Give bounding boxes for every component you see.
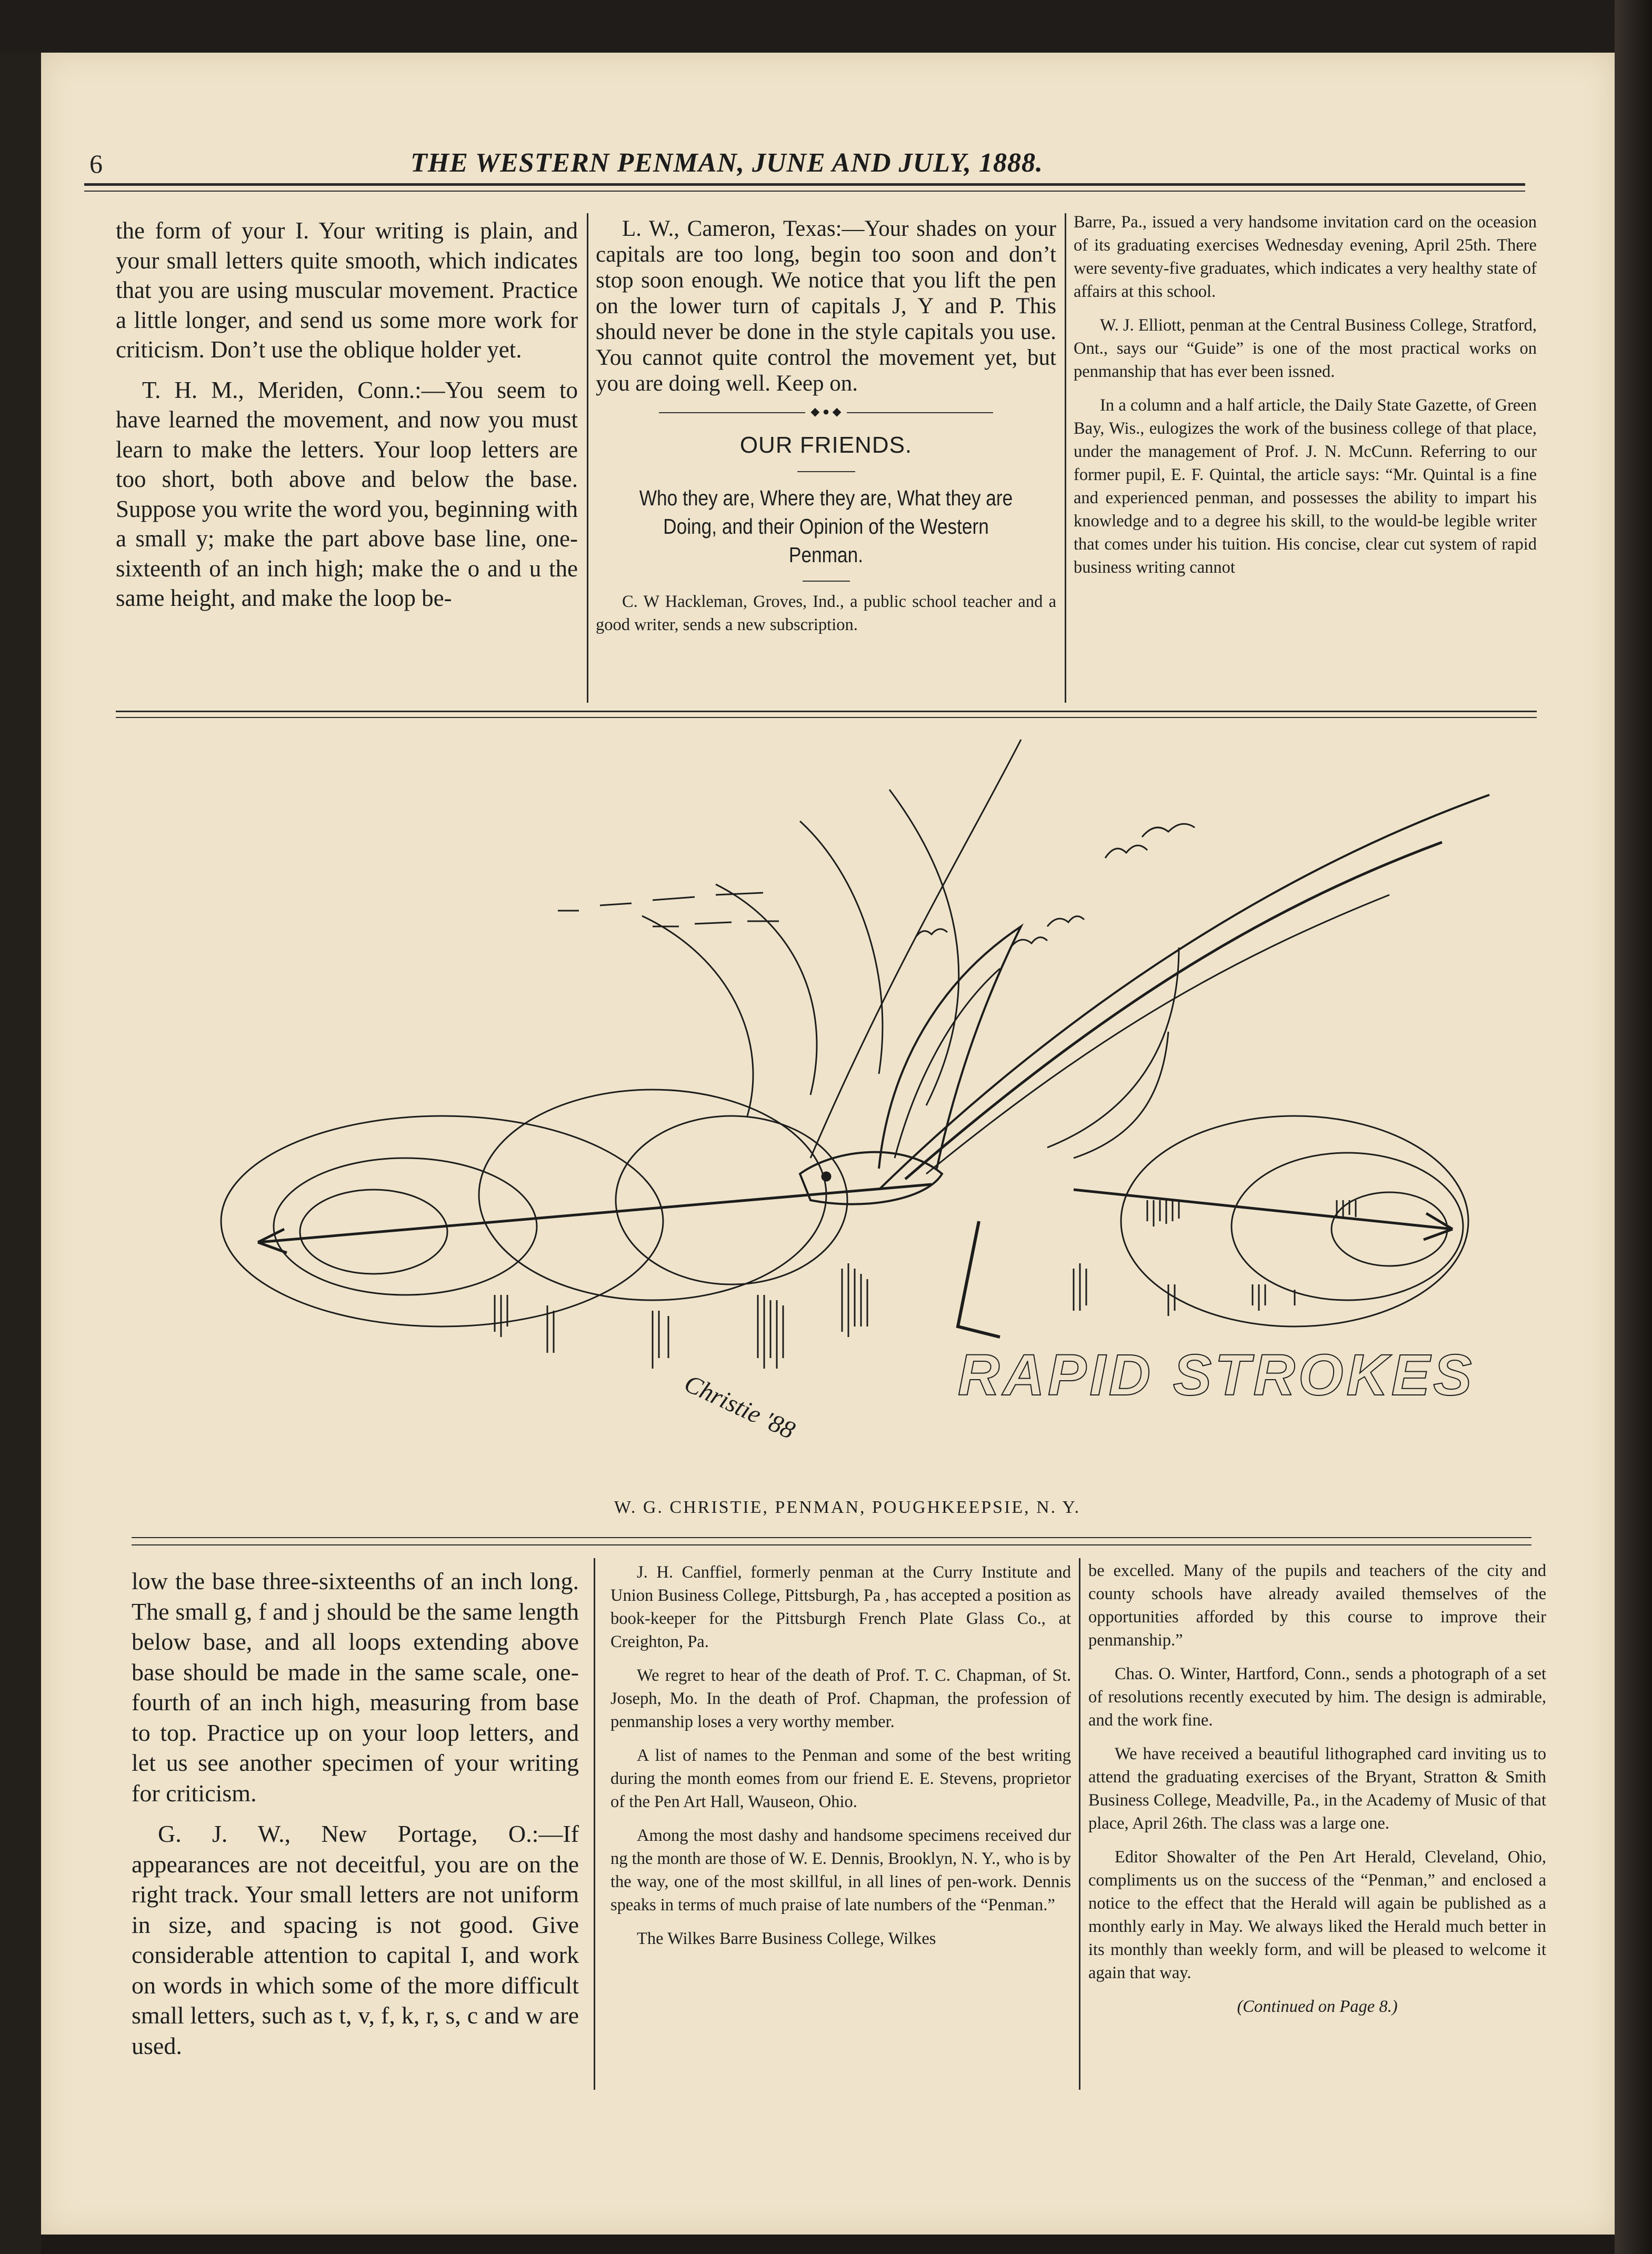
section-rule-bottom xyxy=(132,1537,1531,1538)
section-rule-top-2 xyxy=(116,717,1537,718)
eagle-eye xyxy=(822,1172,830,1181)
arrow-shaft xyxy=(1074,1190,1453,1229)
paragraph: low the base three-sixteenths of an inch long. The small g, f and j should be the same length below base, and all loops extending above base should be made in the same scale, one-fourth of an inch high, measuring from base to top. Practice up on your loop letters, and let us see another specimen of your writing for criticism. xyxy=(132,1568,579,1807)
paragraph: A list of names to the Penman and some of the best writing during the month eomes from our friend E. E. Stevens, proprietor of the Pen Art Hall, Wauseon, Ohio. xyxy=(610,1746,1071,1811)
illustration-caption: W. G. CHRISTIE, PENMAN, POUGHKEEPSIE, N. Y. xyxy=(614,1498,1081,1517)
scan-background-top xyxy=(0,0,1615,53)
paragraph: In a column and a half article, the Daily State Gazette, of Green Bay, Wis., eulogizes the work of the business college of that place, under the management of Prof. J. N. McCunn. Referring to our former pupil, E. F. Quintal, the article says: “Mr. Quintal is a fine and experienced penman, and possesses the ability to impart his knowledge and to a degree his skill, to the would-be legible writer that comes under his tuition. His concise, clear cut system of rapid business writing cannot xyxy=(1074,396,1537,577)
paragraph: Editor Showalter of the Pen Art Herald, Cleveland, Ohio, compliments us on the success of the “Penman,” and enclosed a notice to the effect that the Herald will again be published as a monthly early in May. We always liked the Herald much better in its monthly than weekly form, and will be pleased to welcome it again that way. xyxy=(1088,1848,1546,1982)
paragraph: Barre, Pa., issued a very handsome invitation card on the oceasion of its graduating exercises Wednesday evening, April 25th. There were seventy-five graduates, which indicates a very healthy state of affairs at this school. xyxy=(1074,213,1537,301)
paragraph: The Wilkes Barre Business College, Wilkes xyxy=(637,1929,936,1948)
running-header: THE WESTERN PENMAN, JUNE AND JULY, 1888. xyxy=(411,148,1043,178)
heading-rule xyxy=(797,471,855,472)
subheading-rule xyxy=(803,581,850,582)
paragraph: the form of your I. Your writing is plain, and your small letters quite smooth, which indicates that you are using muscular movement. Practice a little longer, and send us some more work for criticism. Don’t use the oblique holder yet. xyxy=(116,217,578,363)
column-divider xyxy=(1065,213,1066,703)
flourish-arc xyxy=(905,842,1442,1179)
artist-signature: Christie '88 xyxy=(680,1369,799,1445)
paragraph-reply-lw: L. W., Cameron, Texas:—Your shades on your capitals are too long, begin too soon and don’t stop soon enough. We notice that you lift the pen on the lower turn of capitals J, Y and P. This should never be done in the style capitals you use. You cannot quite control the movement yet, but you are doing well. Keep on. xyxy=(596,216,1056,396)
bottom-column-1 xyxy=(132,1566,579,2061)
rapid-strokes-lettering: RAPID STROKES xyxy=(958,1343,1475,1408)
bottom-column-3 xyxy=(1088,1559,1546,2018)
paragraph: be excelled. Many of the pupils and teachers of the city and county schools have already availed themselves of the opportunities afforded by this course to improve their penmanship.” xyxy=(1088,1561,1546,1650)
flourish-arc xyxy=(716,884,817,1095)
paragraph: Chas. O. Winter, Hartford, Conn., sends a photograph of a set of resolutions recently executed by him. The design is admirable, and the work fine. xyxy=(1088,1664,1546,1730)
top-column-2 xyxy=(596,216,1056,636)
paragraph: W. J. Elliott, penman at the Central Business College, Stratford, Ont., says our “Guide” is one of the most practical works on penmanship that has ever been issned. xyxy=(1074,316,1537,381)
top-column-1 xyxy=(116,216,578,613)
paragraph-reply-gjw: G. J. W., New Portage, O.:—If appearances are not deceitful, you are on the right track. Your small letters are not uniform in size, and spacing is not good. Give considerable attention to capital I, and work on words in which some of the more difficult small letters, such as t, v, f, k, r, s, c and w are used. xyxy=(132,1820,579,2059)
column-divider xyxy=(587,213,588,703)
paragraph-hackleman: C. W Hackleman, Groves, Ind., a public school teacher and a good writer, sends a new subscription. xyxy=(596,592,1056,634)
section-heading: OUR FRIENDS. xyxy=(739,432,913,458)
arrow-shaft xyxy=(258,1184,932,1242)
bird-icon xyxy=(1047,916,1084,926)
top-column-3 xyxy=(1074,211,1537,579)
bird-icon xyxy=(916,929,947,937)
sky-dash xyxy=(558,893,763,911)
paragraph: J. H. Canffiel, formerly penman at the Curry Institute and Union Business College, Pittsburgh, Pa , has accepted a position as book-keeper for the Pittsburgh French Plate Glass Co., at Creighton, Pa. xyxy=(610,1563,1071,1651)
flourish-arc xyxy=(1074,1032,1168,1158)
bottom-column-2 xyxy=(610,1561,1071,1950)
header-rule-thick xyxy=(84,183,1525,186)
flourish-ellipse xyxy=(274,1158,537,1295)
eagle-wing xyxy=(895,969,1000,1158)
ornament-divider xyxy=(596,405,1056,421)
header-rule-thin xyxy=(84,191,1525,192)
flourish-arc xyxy=(800,821,883,1074)
paragraph-reply-thm: T. H. M., Meriden, Conn.:—You seem to have learned the movement, and now you must learn to make the letters. Your loop letters are too short, both above and below the base. Suppose you write the word you, beginning with a small y; make the part above base line, one-sixteenth of an inch high; make the o and u the same height, and make the loop be- xyxy=(116,376,578,611)
column-divider xyxy=(1079,1558,1080,2090)
eagle-body xyxy=(800,1152,942,1204)
eagle-wing xyxy=(879,926,1021,1169)
book-spine xyxy=(1615,0,1652,2254)
paragraph: We regret to hear of the death of Prof. T. C. Chapman, of St. Joseph, Mo. In the death of Prof. Chapman, the profession of penmanship loses a very worthy member. xyxy=(610,1666,1071,1731)
flourish-arc xyxy=(926,895,1389,1174)
scan-background-bottom xyxy=(41,2235,1615,2254)
pen-flourish-eagle-illustration xyxy=(179,737,1516,1484)
sky-dash xyxy=(653,921,779,926)
scan-background-left xyxy=(0,53,41,2254)
paragraph: We have received a beautiful lithographed card inviting us to attend the graduating exercises of the Bryant, Stratton & Smith Business College, Meadville, Pa., in the Academy of Music of that place, April 26th. The class was a large one. xyxy=(1088,1744,1546,1833)
bird-icon xyxy=(1105,845,1147,858)
section-subheading: Who they are, Where they are, What they are Doing, and their Opinion of the Western Penman. xyxy=(639,486,1013,567)
section-rule-bottom-2 xyxy=(132,1544,1531,1545)
column-divider xyxy=(594,1558,595,2090)
flourish-arc xyxy=(642,916,753,1116)
flourish-arc xyxy=(889,790,959,1105)
pen-icon xyxy=(958,1221,1000,1337)
continued-note: (Continued on Page 8.) xyxy=(1237,1997,1398,2016)
ornament: ◆ ● ◆ xyxy=(805,405,846,418)
page-number: 6 xyxy=(89,149,103,178)
paragraph: Among the most dashy and handsome specimens received dur ng the month are those of W. E. Dennis, Brooklyn, N. Y., who is by the way, one of the most skillful, in all lines of pen-work. Dennis speaks in terms of much praise of late numbers of the “Penman.” xyxy=(610,1826,1071,1914)
bird-icon xyxy=(1142,824,1195,837)
section-rule-top xyxy=(116,711,1537,712)
